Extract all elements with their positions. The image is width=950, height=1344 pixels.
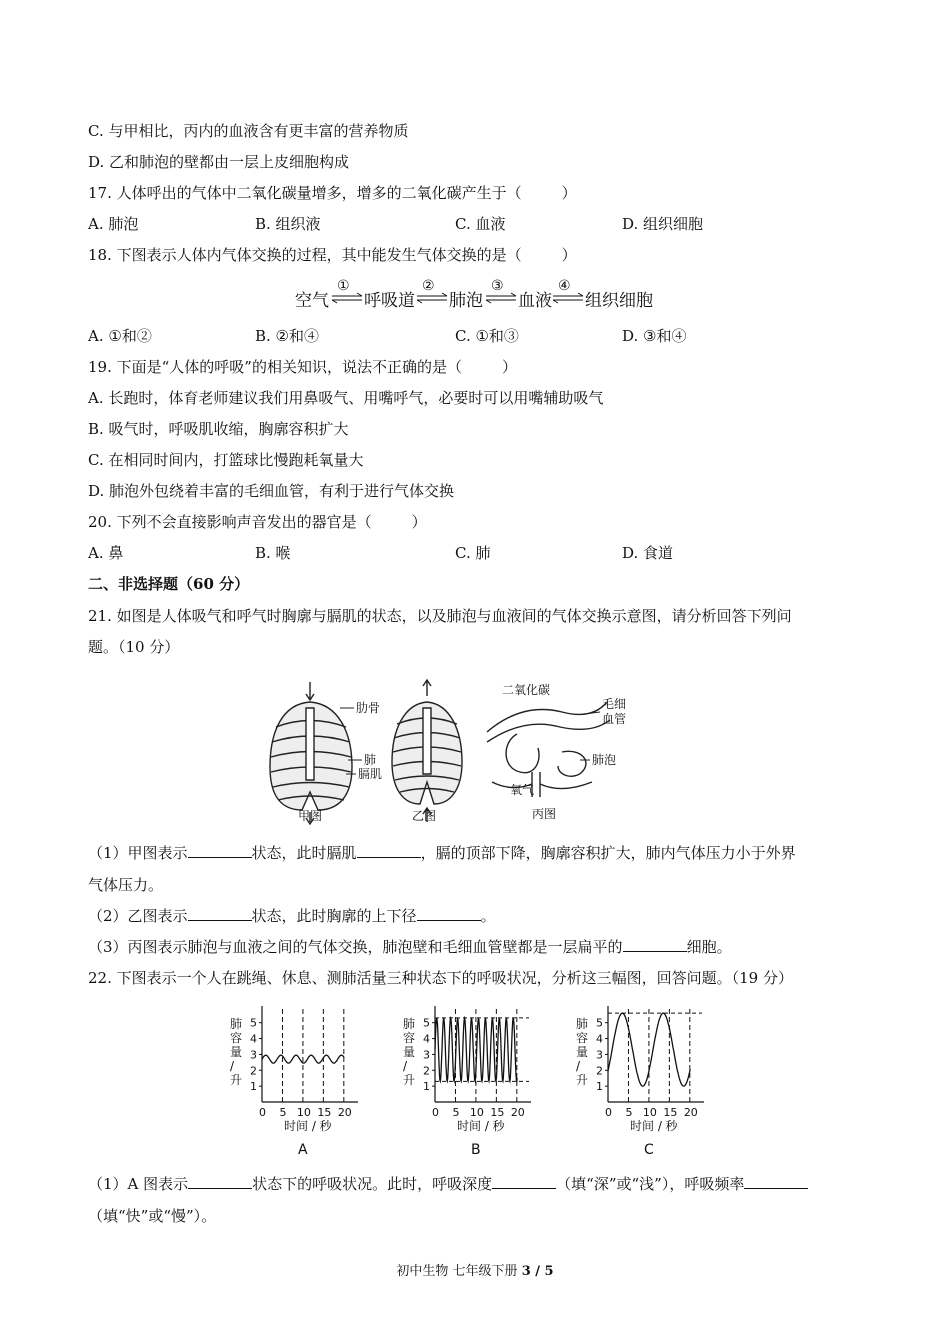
q20-stem: 20. 下列不会直接影响声音发出的器官是（ ） bbox=[88, 513, 427, 531]
flow-item-airway: 呼吸道 bbox=[364, 291, 415, 311]
y-axis-label: / bbox=[576, 1059, 581, 1073]
answer-blank[interactable] bbox=[188, 906, 252, 921]
flow-item-blood: 血液 bbox=[518, 291, 552, 311]
gas-exchange-flow-diagram bbox=[290, 274, 670, 314]
label-rib: 肋骨 bbox=[356, 701, 381, 715]
x-tick-label: 5 bbox=[625, 1106, 633, 1119]
y-tick-label: 4 bbox=[596, 1032, 603, 1046]
y-tick-label: 1 bbox=[250, 1080, 257, 1094]
chart-caption-C: C bbox=[644, 1142, 654, 1158]
y-tick-label: 2 bbox=[596, 1064, 603, 1078]
q22-sub1-line1: （1）A 图表示 状态下的呼吸状况。此时，呼吸深度 （填“深”或“浅”），呼吸频率 bbox=[88, 1174, 808, 1194]
q17-option-b: B. 组织液 bbox=[255, 215, 321, 233]
x-axis-label: 时间 / 秒 bbox=[630, 1119, 678, 1133]
y-tick-label: 5 bbox=[596, 1016, 603, 1030]
label-diaphragm: 膈肌 bbox=[358, 767, 383, 781]
double-arrow-1 bbox=[332, 293, 362, 303]
q19-option-b: B. 吸气时，呼吸肌收缩，胸廓容积扩大 bbox=[88, 420, 349, 438]
q20-option-c: C. 肺 bbox=[455, 544, 491, 562]
y-axis-label: 量 bbox=[576, 1045, 589, 1059]
x-tick-label: 20 bbox=[337, 1106, 352, 1119]
x-tick-label: 15 bbox=[663, 1106, 678, 1119]
thorax-jia bbox=[270, 682, 352, 824]
q20-option-b: B. 喉 bbox=[255, 544, 291, 562]
q16-option-c: C. 与甲相比，丙内的血液含有更丰富的营养物质 bbox=[88, 122, 409, 140]
page-footer: 初中生物 七年级下册 3 / 5 bbox=[396, 1264, 554, 1279]
q19-option-a: A. 长跑时，体育老师建议我们用鼻吸气、用嘴呼气，必要时可以用嘴辅助吸气 bbox=[88, 389, 604, 407]
label-co2: 二氧化碳 bbox=[502, 683, 551, 697]
q18-option-c: C. ①和③ bbox=[455, 327, 519, 345]
y-tick-label: 3 bbox=[596, 1048, 603, 1062]
q17-stem: 17. 人体呼出的气体中二氧化碳量增多，增多的二氧化碳产生于（ ） bbox=[88, 184, 577, 202]
thorax-yi bbox=[392, 680, 462, 822]
q16-option-d: D. 乙和肺泡的壁都由一层上皮细胞构成 bbox=[88, 153, 350, 171]
y-tick-label: 2 bbox=[250, 1064, 257, 1078]
flow-item-air: 空气 bbox=[295, 291, 329, 311]
y-axis-label: 肺 bbox=[576, 1017, 589, 1031]
x-tick-label: 5 bbox=[279, 1106, 287, 1119]
y-axis-label: 容 bbox=[403, 1031, 416, 1045]
q17-option-a: A. 肺泡 bbox=[88, 215, 139, 233]
x-tick-label: 0 bbox=[259, 1106, 266, 1119]
x-tick-label: 15 bbox=[490, 1106, 505, 1119]
q21-figure bbox=[262, 672, 642, 832]
caption-jia: 甲图 bbox=[298, 809, 323, 823]
q21-sub2: （2）乙图表示 状态，此时胸廓的上下径 。 bbox=[88, 907, 496, 925]
flow-mark-2: ② bbox=[422, 278, 435, 294]
double-arrow-4 bbox=[553, 293, 583, 303]
q21-sub3: （3）丙图表示肺泡与血液之间的气体交换，肺泡壁和毛细血管壁都是一层扁平的 细胞。 bbox=[88, 938, 732, 956]
x-tick-label: 10 bbox=[642, 1106, 657, 1119]
y-tick-label: 4 bbox=[423, 1032, 430, 1046]
flow-item-alveolus: 肺泡 bbox=[449, 291, 483, 311]
answer-blank[interactable] bbox=[417, 906, 481, 921]
q17-option-c: C. 血液 bbox=[455, 215, 506, 233]
x-tick-label: 10 bbox=[469, 1106, 484, 1119]
q20-option-a: A. 鼻 bbox=[88, 544, 124, 562]
y-axis-label: 升 bbox=[576, 1073, 589, 1087]
q21-sub1-line2: 气体压力。 bbox=[88, 876, 164, 894]
q17-option-d: D. 组织细胞 bbox=[622, 215, 704, 233]
x-tick-label: 10 bbox=[296, 1106, 311, 1119]
y-tick-label: 2 bbox=[423, 1064, 430, 1078]
flow-mark-1: ① bbox=[337, 278, 350, 294]
label-o2: 氧气 bbox=[510, 783, 535, 797]
y-tick-label: 5 bbox=[250, 1016, 257, 1030]
chart-caption-B: B bbox=[471, 1142, 481, 1158]
answer-blank[interactable] bbox=[623, 937, 687, 952]
x-axis-label: 时间 / 秒 bbox=[284, 1119, 332, 1133]
label-lung: 肺 bbox=[364, 753, 377, 767]
y-axis-label: / bbox=[230, 1059, 235, 1073]
y-axis-label: / bbox=[403, 1059, 408, 1073]
label-capillary-1: 毛细 bbox=[602, 697, 627, 711]
caption-yi: 乙图 bbox=[412, 809, 437, 823]
q22-sub1-line2: （填“快”或“慢”）。 bbox=[88, 1207, 217, 1225]
answer-blank[interactable] bbox=[188, 1174, 252, 1189]
alveolus-bing bbox=[487, 702, 610, 797]
q19-option-c: C. 在相同时间内，打篮球比慢跑耗氧量大 bbox=[88, 451, 364, 469]
y-axis-label: 升 bbox=[403, 1073, 416, 1087]
caption-bing: 丙图 bbox=[532, 807, 557, 821]
y-axis-label: 量 bbox=[230, 1045, 243, 1059]
y-tick-label: 4 bbox=[250, 1032, 257, 1046]
y-tick-label: 3 bbox=[423, 1048, 430, 1062]
q18-option-d: D. ③和④ bbox=[622, 327, 687, 345]
x-axis-label: 时间 / 秒 bbox=[457, 1119, 505, 1133]
answer-blank[interactable] bbox=[357, 843, 421, 858]
chart-caption-A: A bbox=[298, 1142, 308, 1158]
flow-mark-4: ④ bbox=[558, 278, 571, 294]
y-axis-label: 肺 bbox=[403, 1017, 416, 1031]
section-2-heading: 二、非选择题（60 分） bbox=[88, 575, 250, 593]
answer-blank[interactable] bbox=[188, 843, 252, 858]
answer-blank[interactable] bbox=[492, 1174, 556, 1189]
y-axis-label: 容 bbox=[230, 1031, 243, 1045]
q20-option-d: D. 食道 bbox=[622, 544, 674, 562]
y-tick-label: 1 bbox=[596, 1080, 603, 1094]
label-alveolus: 肺泡 bbox=[592, 753, 617, 767]
label-capillary-2: 血管 bbox=[602, 712, 627, 726]
q22-stem: 22. 下图表示一个人在跳绳、休息、测肺活量三种状态下的呼吸状况，分析这三幅图，回答问题。（19 分） bbox=[88, 969, 793, 987]
y-tick-label: 1 bbox=[423, 1080, 430, 1094]
x-tick-label: 20 bbox=[510, 1106, 525, 1119]
x-tick-label: 20 bbox=[683, 1106, 698, 1119]
y-tick-label: 5 bbox=[423, 1016, 430, 1030]
flow-mark-3: ③ bbox=[491, 278, 504, 294]
q19-option-d: D. 肺泡外包绕着丰富的毛细血管，有利于进行气体交换 bbox=[88, 482, 455, 500]
y-tick-label: 3 bbox=[250, 1048, 257, 1062]
x-tick-label: 5 bbox=[452, 1106, 460, 1119]
y-axis-label: 升 bbox=[230, 1073, 243, 1087]
q18-option-a: A. ①和② bbox=[88, 327, 152, 345]
q21-stem-line1: 21. 如图是人体吸气和呼气时胸廓与膈肌的状态，以及肺泡与血液间的气体交换示意图，请分析回答下列问 bbox=[88, 607, 792, 625]
x-tick-label: 0 bbox=[432, 1106, 439, 1119]
q18-stem: 18. 下图表示人体内气体交换的过程，其中能发生气体交换的是（ ） bbox=[88, 246, 577, 264]
y-axis-label: 容 bbox=[576, 1031, 589, 1045]
answer-blank[interactable] bbox=[744, 1174, 808, 1189]
q21-sub1-line1: （1）甲图表示 状态，此时膈肌 ，膈的顶部下降，胸廓容积扩大，肺内气体压力小于外界 bbox=[88, 844, 796, 862]
flow-item-tissue-cells: 组织细胞 bbox=[585, 291, 653, 311]
double-arrow-3 bbox=[486, 293, 516, 303]
y-axis-label: 肺 bbox=[230, 1017, 243, 1031]
q22-breathing-charts bbox=[220, 1000, 740, 1170]
y-axis-label: 量 bbox=[403, 1045, 416, 1059]
double-arrow-2 bbox=[417, 293, 447, 303]
x-tick-label: 0 bbox=[605, 1106, 612, 1119]
q18-option-b: B. ②和④ bbox=[255, 327, 320, 345]
q21-stem-line2: 题。（10 分） bbox=[88, 638, 180, 656]
page-number: 3 / 5 bbox=[521, 1264, 554, 1279]
x-tick-label: 15 bbox=[317, 1106, 332, 1119]
q19-stem: 19. 下面是“人体的呼吸”的相关知识，说法不正确的是（ ） bbox=[88, 358, 517, 376]
